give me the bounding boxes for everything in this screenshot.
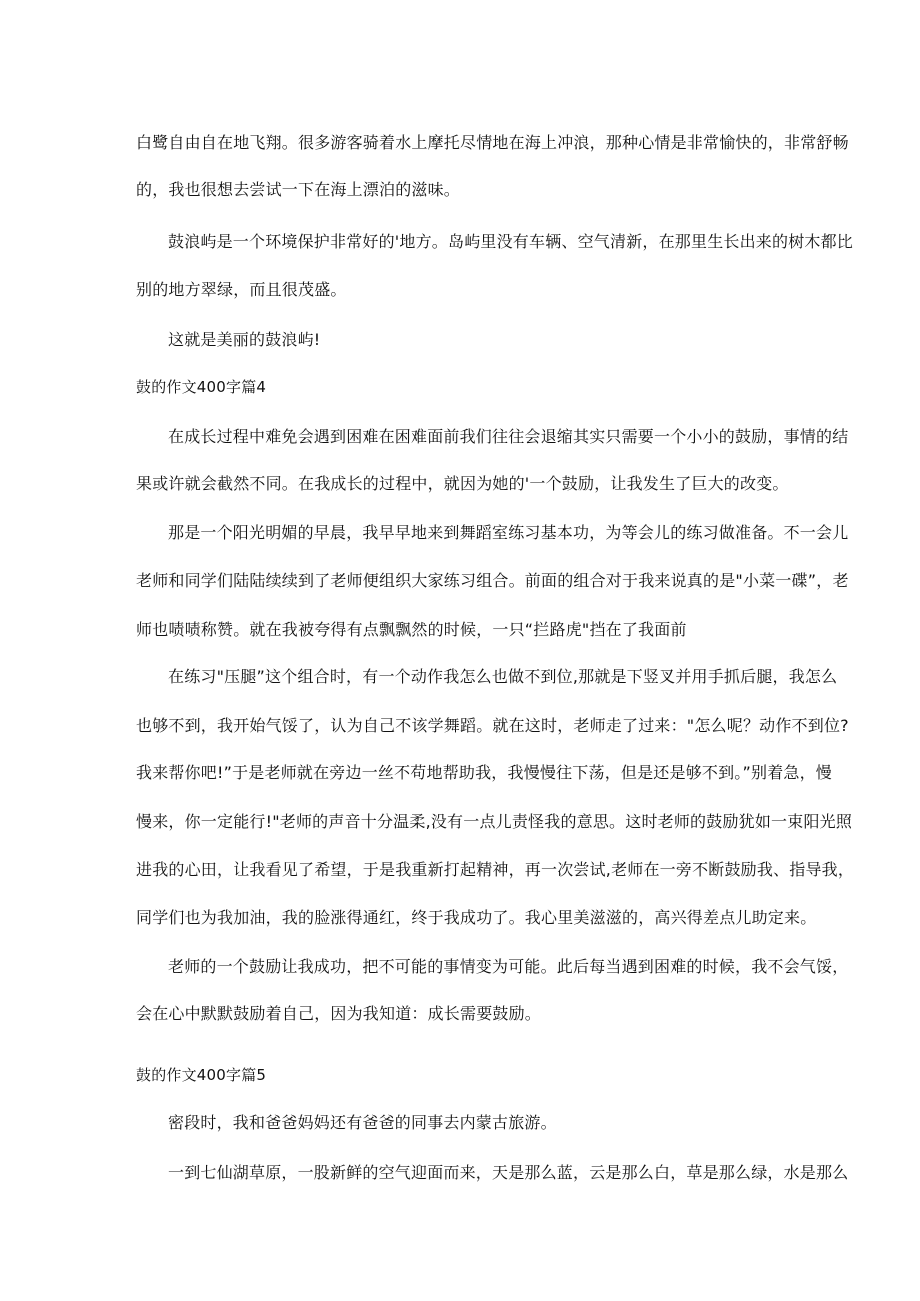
paragraph-line: 鼓浪屿是一个环境保护非常好的'地方。岛屿里没有车辆、空气清新，在那里生长出来的树木都比 bbox=[168, 232, 853, 251]
paragraph-line: 在成长过程中难免会遇到困难在困难面前我们往往会退缩其实只需要一个小小的鼓励，事情的结 bbox=[168, 427, 849, 446]
paragraph-line: 在练习"压腿”这个组合时，有一个动作我怎么也做不到位,那就是下竖叉并用手抓后腿，我怎么 bbox=[168, 667, 838, 686]
paragraph-line: 师也啧啧称赞。就在我被夸得有点飘飘然的时候，一只“拦路虎"挡在了我面前 bbox=[136, 620, 687, 639]
paragraph-line: 慢来，你一定能行!"老师的声音十分温柔,没有一点儿责怪我的意思。这时老师的鼓励犹如一束阳光照 bbox=[136, 812, 853, 831]
paragraph-line: 密段时，我和爸爸妈妈还有爸爸的同事去内蒙古旅游。 bbox=[168, 1113, 557, 1132]
paragraph-line: 一到七仙湖草原，一股新鲜的空气迎面而来，天是那么蓝，云是那么白，草是那么绿，水是那么 bbox=[168, 1163, 849, 1182]
paragraph-line: 我来帮你吧!”于是老师就在旁边一丝不苟地帮助我，我慢慢往下荡，但是还是够不到。”别着急，慢 bbox=[136, 763, 832, 782]
paragraph-line: 进我的心田，让我看见了希望，于是我重新打起精神，再一次尝试,老师在一旁不断鼓励我、指导我， bbox=[136, 860, 855, 879]
paragraph-line: 果或许就会截然不同。在我成长的过程中，就因为她的'一个鼓励，让我发生了巨大的改变。 bbox=[136, 474, 789, 493]
paragraph-line: 白鹭自由自在地飞翔。很多游客骑着水上摩托尽情地在海上冲浪，那种心情是非常愉快的，非常舒畅 bbox=[136, 133, 849, 152]
paragraph-line: 那是一个阳光明媚的早晨，我早早地来到舞蹈室练习基本功，为等会儿的练习做准备。不一会儿 bbox=[168, 523, 849, 542]
section-heading: 鼓的作文400字篇5 bbox=[136, 1066, 267, 1084]
section-heading: 鼓的作文400字篇4 bbox=[136, 378, 267, 396]
paragraph-line: 会在心中默默鼓励着自己，因为我知道：成长需要鼓励。 bbox=[136, 1004, 542, 1023]
paragraph-line: 老师和同学们陆陆续续到了老师便组织大家练习组合。前面的组合对于我来说真的是"小菜一碟”，老 bbox=[136, 571, 849, 590]
paragraph-line: 别的地方翠绿，而且很茂盛。 bbox=[136, 280, 347, 299]
paragraph-line: 的，我也很想去尝试一下在海上漂泊的滋味。 bbox=[136, 180, 461, 199]
paragraph-line: 同学们也为我加油，我的脸涨得通红，终于我成功了。我心里美滋滋的，高兴得差点儿助定来。 bbox=[136, 908, 817, 927]
paragraph-line: 老师的一个鼓励让我成功，把不可能的事情变为可能。此后每当遇到困难的时候，我不会气馁， bbox=[168, 957, 849, 976]
paragraph-line: 也够不到，我开始气馁了，认为自己不该学舞蹈。就在这时，老师走了过来："怎么呢？动作不到位? bbox=[136, 716, 849, 735]
paragraph-line: 这就是美丽的鼓浪屿! bbox=[168, 330, 321, 349]
